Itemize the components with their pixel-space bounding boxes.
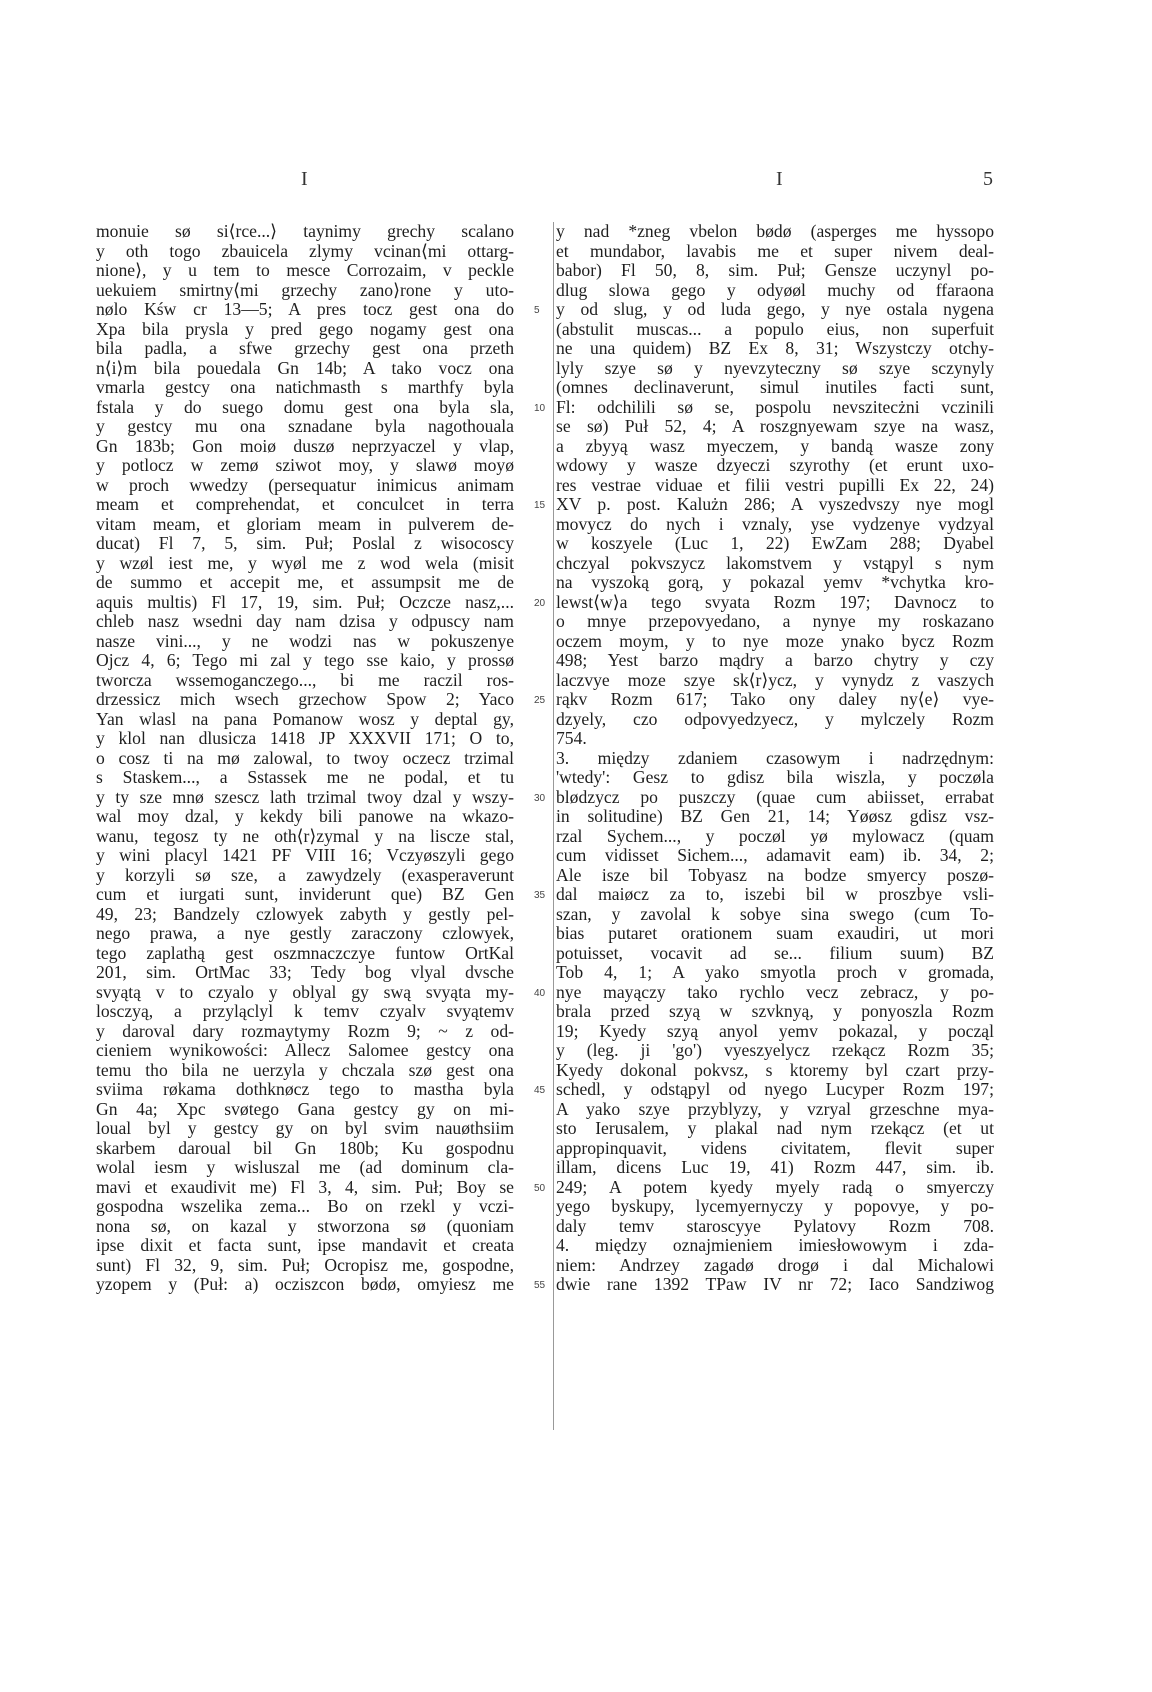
text-line: na vyszoką gorą, y pokazal yemv *vchytka kro- <box>556 573 994 592</box>
text-line: meam et comprehendat, et conculcet in terra <box>96 495 514 514</box>
text-line: aquis multis) Fl 17, 19, sim. Puł; Oczcze nasz,... <box>96 592 514 612</box>
text-line: 19; Kyedy szyą anyol yemv pokazal, y począl <box>556 1021 994 1041</box>
text-line: 201, sim. OrtMac 33; Tedy bog vlyal dvsche <box>96 963 514 982</box>
text-line: 'wtedy': Gesz to gdisz bila wiszla, y poczøla <box>556 768 994 787</box>
text-line: skarbem daroual bil Gn 180b; Ku gospodnu <box>96 1138 514 1158</box>
text-line: y ty sze mnø szescz lath trzimal twoy dzal y wszy- <box>96 787 514 807</box>
text-line: 4. między oznajmieniem imiesłowowym i zda- <box>556 1236 994 1255</box>
text-line: Xpa bila prysla y pred gego nogamy gest ona <box>96 319 514 339</box>
line-number: 25 <box>534 695 546 706</box>
text-line: blødzycz po puszczy (quae cum abiisset, errabat <box>556 787 994 807</box>
text-line: 498; Yest barzo mądry a barzo chytry y czy <box>556 651 994 670</box>
text-line: bila padla, a sfwe grzechy gest ona przeth <box>96 339 514 358</box>
text-line: wal moy dzal, y kekdy bili panowe na wkazo- <box>96 807 514 826</box>
text-line: (abstulit muscas... a populo eius, non superfuit <box>556 319 994 339</box>
text-line: drzessicz mich wsech grzechow Spow 2; Yaco <box>96 690 514 709</box>
text-line: ducat) Fl 7, 5, sim. Puł; Poslal z wisocoscy <box>96 534 514 553</box>
line-number: 50 <box>534 1182 546 1194</box>
left-column <box>96 222 514 1295</box>
column-divider <box>553 222 554 1430</box>
text-line: dzyely, czo odpovyedzyecz, y mylczely Rozm <box>556 709 994 729</box>
text-line: nona sø, on kazal y stworzona sø (quoniam <box>96 1216 514 1236</box>
text-line: svyątą v to czyalo y oblyal gy swą svyąta my- <box>96 982 514 1002</box>
text-line: lyly szye sø y nyevzyteczny sø szye sczynyly <box>556 358 994 378</box>
text-line: monuie sø si⟨rce...⟩ taynimy grechy scalano <box>96 222 514 241</box>
text-line: o cosz ti na mø zalowal, to twoy oczecz trzimal <box>96 748 514 768</box>
text-line: Yan wlasl na pana Pomanow wosz y deptal gy, <box>96 709 514 729</box>
text-line: wdowy y wasze dzyeczi szyrothy (et erunt uxo- <box>556 456 994 475</box>
text-line: chczyal pokvszycz lakomstvem y vstąpyl s nym <box>556 553 994 573</box>
text-line: szan, y zavolal k sobye sina swego (cum To- <box>556 904 994 924</box>
text-line: et mundabor, lavabis me et super nivem deal- <box>556 241 994 261</box>
text-line: Tob 4, 1; A yako smyotla proch v gromada, <box>556 963 994 982</box>
text-line: temu tho bila ne uerzyla y chczala szø gest ona <box>96 1060 514 1080</box>
header-left-mark: I <box>301 168 308 190</box>
text-line: cum vidisset Sichem..., adamavit eam) ib. 34, 2; <box>556 846 994 865</box>
text-line: schedl, y odstąpyl od nyego Lucyper Rozm 197; <box>556 1080 994 1099</box>
text-line: Kyedy dokonal pokvsz, s ktoremy byl czart przy- <box>556 1060 994 1080</box>
text-line: chleb nasz wsedni day nam dzisa y odpuscy nam <box>96 612 514 631</box>
text-line: nølo Kśw cr 13—5; A pres tocz gest ona do <box>96 300 514 319</box>
text-line: y oth togo zbauicela zlymy vcinan⟨mi ottarg- <box>96 241 514 261</box>
line-number: 20 <box>534 597 546 609</box>
text-line: illam, dicens Luc 19, 41) Rozm 447, sim. ib. <box>556 1158 994 1177</box>
text-line: sunt) Fl 32, 9, sim. Puł; Ocropisz me, gospodne, <box>96 1255 514 1275</box>
text-line: cum et iurgati sunt, inviderunt que) BZ Gen <box>96 885 514 904</box>
text-line: XV p. post. Kalużn 286; A vyszedvszy nye mogl <box>556 495 994 514</box>
text-line: gospodna wszelika zema... Bo on rzekl y vczi- <box>96 1197 514 1216</box>
text-line: niem: Andrzey zagadø drogø i dal Michalowi <box>556 1255 994 1275</box>
header-center-mark: I <box>776 168 783 190</box>
text-line: nego prawa, a nye gestly zaraczony czlowyek, <box>96 924 514 943</box>
text-line: loual byl y gestcy gy on byl svim nauøthsiim <box>96 1119 514 1138</box>
text-line: ipse dixit et facta sunt, ipse mandavit et creata <box>96 1236 514 1255</box>
text-line: laczvye moze szye sk⟨r⟩ycz, y vynydz z vaszych <box>556 670 994 690</box>
text-line: nye mayączy tako rychlo vecz zebracz, y po- <box>556 982 994 1002</box>
text-line: dlug slowa gego y odyøøl muchy od ffaraona <box>556 280 994 300</box>
text-line: nione⟩, y u tem to mesce Corrozaim, v peckle <box>96 261 514 280</box>
text-line: s Staskem..., a Sstassek me ne podal, et tu <box>96 768 514 787</box>
text-line: Ale isze bil Tobyasz na bodze smyercy poszø- <box>556 865 994 885</box>
text-line: y korzyli sø sze, a zawydzely (exasperaverunt <box>96 865 514 885</box>
text-line: daly temv staroscyye Pylatovy Rozm 708. <box>556 1216 994 1236</box>
right-column <box>556 222 994 1295</box>
text-line: cieniem wynikowości: Allecz Salomee gestcy ona <box>96 1041 514 1060</box>
text-line: 3. między zdaniem czasowym i nadrzędnym: <box>556 748 994 768</box>
text-line: potuisset, vocavit ad se... filium suum) BZ <box>556 943 994 963</box>
text-line: sto Ierusalem, y plakal nad nym rzekącz (et ut <box>556 1119 994 1138</box>
line-number: 40 <box>534 987 546 999</box>
text-line: yego byskupy, lycemyernyczy y popovye, y po- <box>556 1197 994 1216</box>
text-line: y od slug, y od luda gego, y nye ostala nygena <box>556 300 994 319</box>
text-line: losczyą, a przyląclyl k temv czyalv svyątemv <box>96 1002 514 1021</box>
text-line: dwie rane 1392 TPaw IV nr 72; Iaco Sandziwog <box>556 1275 994 1294</box>
text-line: wolal iesm y wisluszal me (ad dominum cla- <box>96 1158 514 1177</box>
text-line: A yako szye przyblyzy, y vzryal grzeschne mya- <box>556 1099 994 1119</box>
text-line: movycz do nych i vznaly, yse vydzenye vydzyal <box>556 514 994 534</box>
text-line: y klol nan dlusicza 1418 JP XXXVII 171; O to, <box>96 729 514 748</box>
text-line: y nad *zneg vbelon bødø (asperges me hyssopo <box>556 222 994 241</box>
text-line: bias putaret orationem suam exaudiri, ut mori <box>556 924 994 943</box>
text-line: y (leg. ji 'go') vyeszyelycz rzekącz Rozm 35; <box>556 1041 994 1060</box>
line-number: 30 <box>534 792 546 804</box>
text-line: sviima røkama dothknøcz tego to mastha byla <box>96 1080 514 1099</box>
text-line: rzal Sychem..., y poczøl yø mylowacz (quam <box>556 826 994 846</box>
text-line: vitam meam, et gloriam meam in pulverem de- <box>96 514 514 534</box>
text-line: nasze vini..., y ne wodzi nas w pokuszenye <box>96 631 514 651</box>
text-line: w proch wwedzy (persequatur inimicus animam <box>96 475 514 495</box>
text-line: tworcza wssemoganczego..., bi me raczil ros- <box>96 670 514 690</box>
text-line: mavi et exaudivit me) Fl 3, 4, sim. Puł; Boy se <box>96 1177 514 1197</box>
text-line: res vestrae viduae et filii vestri pupilli Ex 22, 24) <box>556 475 994 495</box>
text-line: babor) Fl 50, 8, sim. Puł; Gensze uczynyl po- <box>556 261 994 280</box>
text-line: fstala y do suego domu gest ona byla sla, <box>96 397 514 417</box>
text-line: Ojcz 4, 6; Tego mi zal y tego sse kaio, y prossø <box>96 651 514 670</box>
line-number: 5 <box>534 305 540 316</box>
text-line: wanu, tegosz ty ne oth⟨r⟩zymal y na liscze stal, <box>96 826 514 846</box>
text-line: lewst⟨w⟩a tego svyata Rozm 197; Davnocz to <box>556 592 994 612</box>
text-line: oczem moym, y to nye moze ynako bycz Rozm <box>556 631 994 651</box>
text-line: dal maiøcz za to, iszebi bil w proszbye vsli- <box>556 885 994 904</box>
line-number: 15 <box>534 500 546 511</box>
text-line: n⟨i⟩m bila pouedala Gn 14b; A tako vocz ona <box>96 358 514 378</box>
text-line: in solitudine) BZ Gen 21, 14; Yøøsz gdisz vsz- <box>556 807 994 826</box>
text-line: y wzøl iest me, y wyøl me z wod wela (misit <box>96 553 514 573</box>
text-line: ne una quidem) BZ Ex 8, 31; Wszystczy otchy- <box>556 339 994 358</box>
line-number: 45 <box>534 1085 546 1096</box>
text-line: y gestcy mu ona sznadane byla nagothouala <box>96 417 514 436</box>
text-line: yzopem y (Puł: a) ocziszcon bødø, omyiesz me <box>96 1275 514 1294</box>
text-line: Fl: odchilili sø se, pospolu nevszitecżni vczinili <box>556 397 994 417</box>
text-line: o mnye przepovyedano, a nynye my roskazano <box>556 612 994 631</box>
text-line: vmarla gestcy ona natichmasth s marthfy byla <box>96 378 514 397</box>
text-line: y wini placyl 1421 PF VIII 16; Vczyøszyli gego <box>96 846 514 865</box>
text-line: Gn 183b; Gon moiø duszø neprzyaczel y vlap, <box>96 436 514 456</box>
text-line: (omnes declinaverunt, simul inutiles facti sunt, <box>556 378 994 397</box>
text-line: se sø) Puł 52, 4; A roszgnyewam szye na wasz, <box>556 417 994 436</box>
line-number: 55 <box>534 1280 546 1291</box>
text-line: Gn 4a; Xpc svøtego Gana gestcy gy on mi- <box>96 1099 514 1119</box>
text-line: a zbyyą wasz myeczem, y bandą wasze zony <box>556 436 994 456</box>
text-line: brala przed szyą w szvknyą, y ponyoszla Rozm <box>556 1002 994 1021</box>
text-line: y potlocz w zemø sziwot moy, y slawø moyø <box>96 456 514 475</box>
text-line: 249; A potem kyedy myely radą o smyerczy <box>556 1177 994 1197</box>
text-line: appropinquavit, videns civitatem, flevit super <box>556 1138 994 1158</box>
text-line: 754. <box>556 729 587 748</box>
page-number: 5 <box>983 168 993 190</box>
line-number: 10 <box>534 402 546 414</box>
text-line: 49, 23; Bandzely czlowyek zabyth y gestly pel- <box>96 904 514 924</box>
text-line: rąkv Rozm 617; Tako ony daley ny⟨e⟩ vye- <box>556 690 994 709</box>
text-line: tego zaplathą gest oszmnaczczye funtow OrtKal <box>96 943 514 963</box>
line-number: 35 <box>534 890 546 901</box>
text-line: w koszyele (Luc 1, 22) EwZam 288; Dyabel <box>556 534 994 553</box>
text-line: de summo et accepit me, et assumpsit me de <box>96 573 514 592</box>
text-line: y daroval dary rozmaytymy Rozm 9; ~ z od- <box>96 1021 514 1041</box>
text-line: uekuiem smirtny⟨mi grzechy zano⟩rone y uto- <box>96 280 514 300</box>
